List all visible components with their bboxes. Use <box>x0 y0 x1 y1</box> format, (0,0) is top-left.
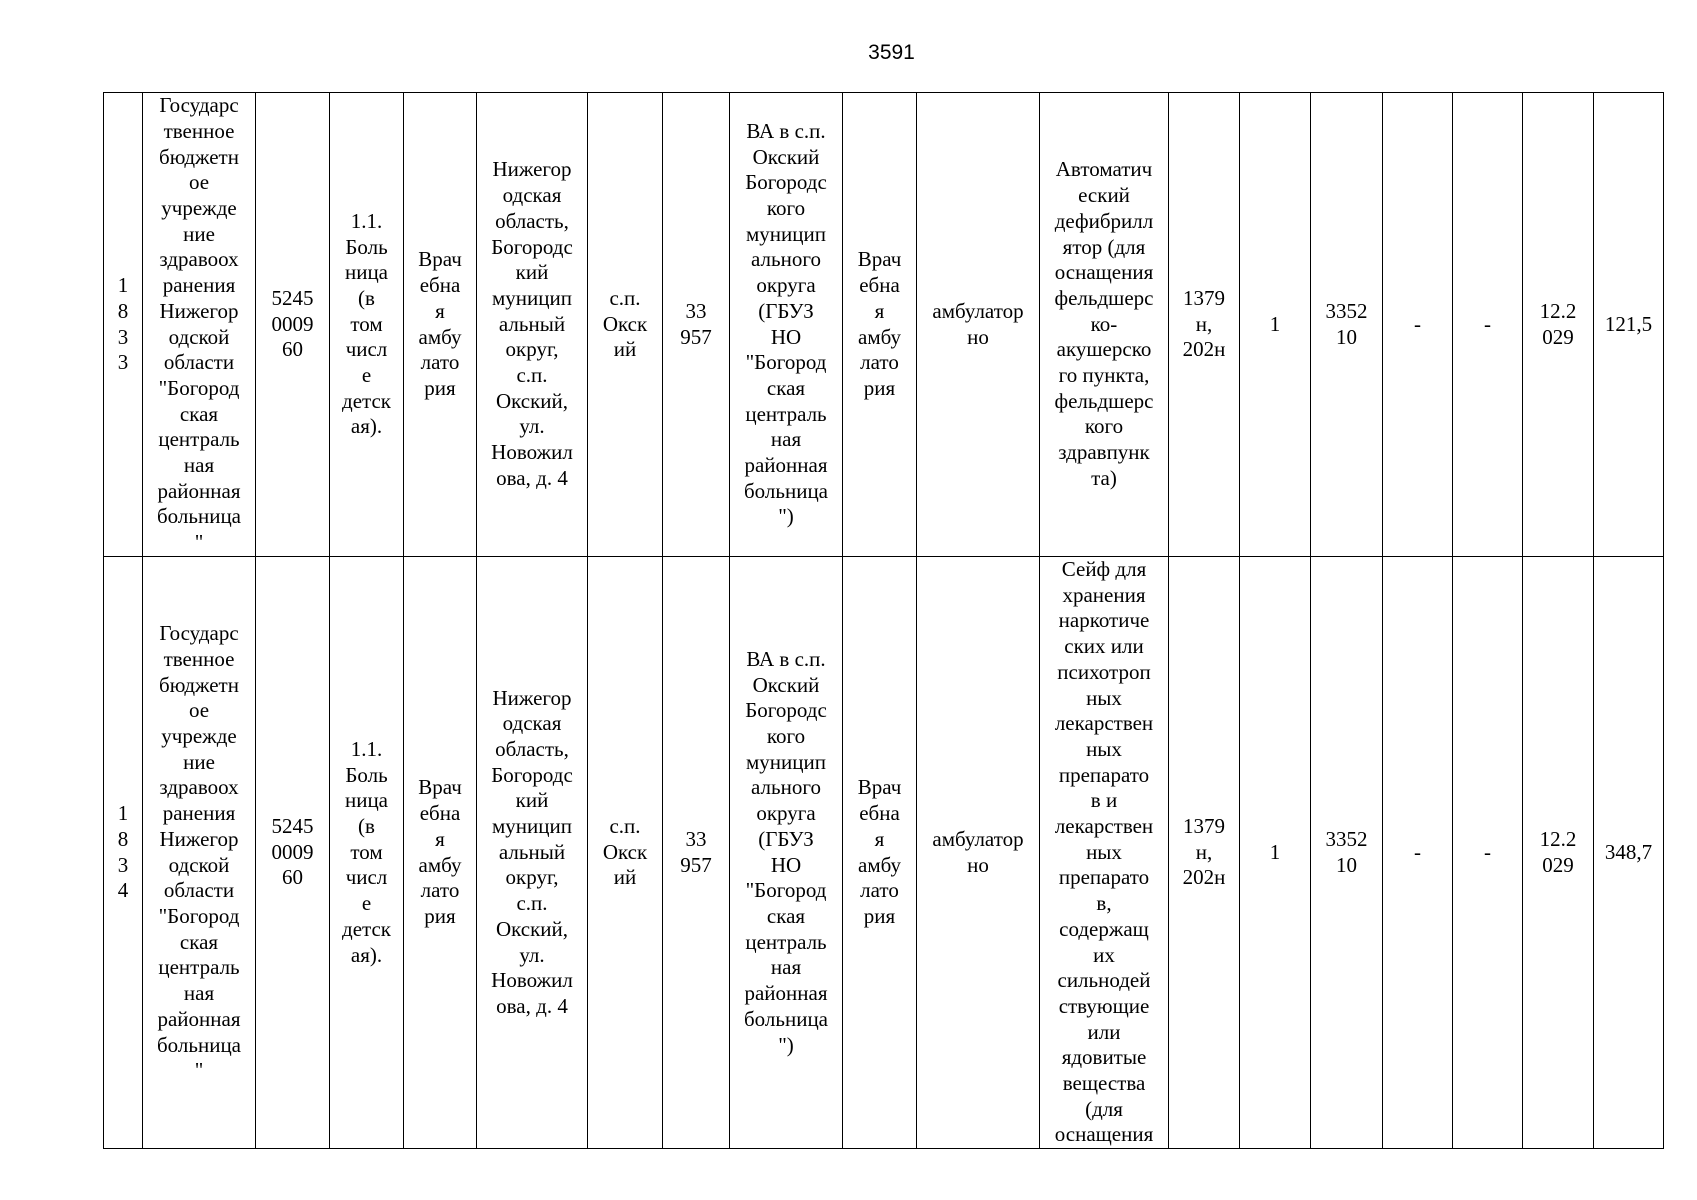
cell-col16: - <box>1383 557 1453 1149</box>
cell-amount: 121,5 <box>1594 93 1664 557</box>
equipment-table <box>103 92 1664 1149</box>
cell-okpd: 3352 10 <box>1311 93 1383 557</box>
cell-code: 5245 0009 60 <box>256 557 330 1149</box>
cell-care-form: амбулатор но <box>917 557 1040 1149</box>
cell-institution: Государс твенное бюджетн ое учрежде ние здравоох ранения Нижегор одской области "Богород ская централь ная районная больница " <box>143 93 256 557</box>
cell-order: 1379 н, 202н <box>1169 93 1240 557</box>
cell-subdivision: ВА в с.п. Окский Богородс кого муницип ального округа (ГБУЗ НО "Богород ская централь ная районная больница ") <box>730 93 843 557</box>
cell-okpd: 3352 10 <box>1311 557 1383 1149</box>
cell-unit-type: Врач ебна я амбу лато рия <box>843 557 917 1149</box>
cell-address: Нижегор одская область, Богородс кий муницип альный округ, с.п. Окский, ул. Новожил ова, д. 4 <box>477 557 588 1149</box>
cell-unit-type: Врач ебна я амбу лато рия <box>843 93 917 557</box>
cell-unit: Врач ебна я амбу лато рия <box>404 557 477 1149</box>
page-number: 3591 <box>868 41 915 64</box>
cell-col17: - <box>1453 557 1523 1149</box>
cell-subdivision: ВА в с.п. Окский Богородс кого муницип ального округа (ГБУЗ НО "Богород ская централь ная районная больница ") <box>730 557 843 1149</box>
cell-population: 33 957 <box>663 93 730 557</box>
cell-date: 12.2 029 <box>1523 93 1594 557</box>
cell-institution: Государс твенное бюджетн ое учрежде ние здравоох ранения Нижегор одской области "Богород ская централь ная районная больница " <box>143 557 256 1149</box>
cell-date: 12.2 029 <box>1523 557 1594 1149</box>
cell-equipment: Сейф для хранения наркотиче ских или психотроп ных лекарствен ных препарато в и лекарствен ных препарато в, содержащ их сильнодей ствующие или ядовитые вещества (для оснащения <box>1040 557 1169 1149</box>
cell-equipment: Автоматич еский дефибрилл ятор (для оснащения фельдшерс ко- акушерско го пункта, фельдшерс кого здравпунк та) <box>1040 93 1169 557</box>
cell-unit: Врач ебна я амбу лато рия <box>404 93 477 557</box>
cell-address: Нижегор одская область, Богородс кий муницип альный округ, с.п. Окский, ул. Новожил ова, д. 4 <box>477 93 588 557</box>
cell-quantity: 1 <box>1240 93 1311 557</box>
cell-org-type: 1.1. Боль ница (в том числ е детск ая). <box>330 557 404 1149</box>
cell-no: 1 8 3 4 <box>104 557 143 1149</box>
cell-col16: - <box>1383 93 1453 557</box>
table-row <box>104 93 1664 557</box>
cell-settlement: с.п. Окск ий <box>588 93 663 557</box>
cell-settlement: с.п. Окск ий <box>588 557 663 1149</box>
cell-quantity: 1 <box>1240 557 1311 1149</box>
cell-amount: 348,7 <box>1594 557 1664 1149</box>
cell-col17: - <box>1453 93 1523 557</box>
cell-order: 1379 н, 202н <box>1169 557 1240 1149</box>
table-row <box>104 557 1664 1149</box>
cell-no: 1 8 3 3 <box>104 93 143 557</box>
cell-population: 33 957 <box>663 557 730 1149</box>
cell-code: 5245 0009 60 <box>256 93 330 557</box>
cell-care-form: амбулатор но <box>917 93 1040 557</box>
cell-org-type: 1.1. Боль ница (в том числ е детск ая). <box>330 93 404 557</box>
